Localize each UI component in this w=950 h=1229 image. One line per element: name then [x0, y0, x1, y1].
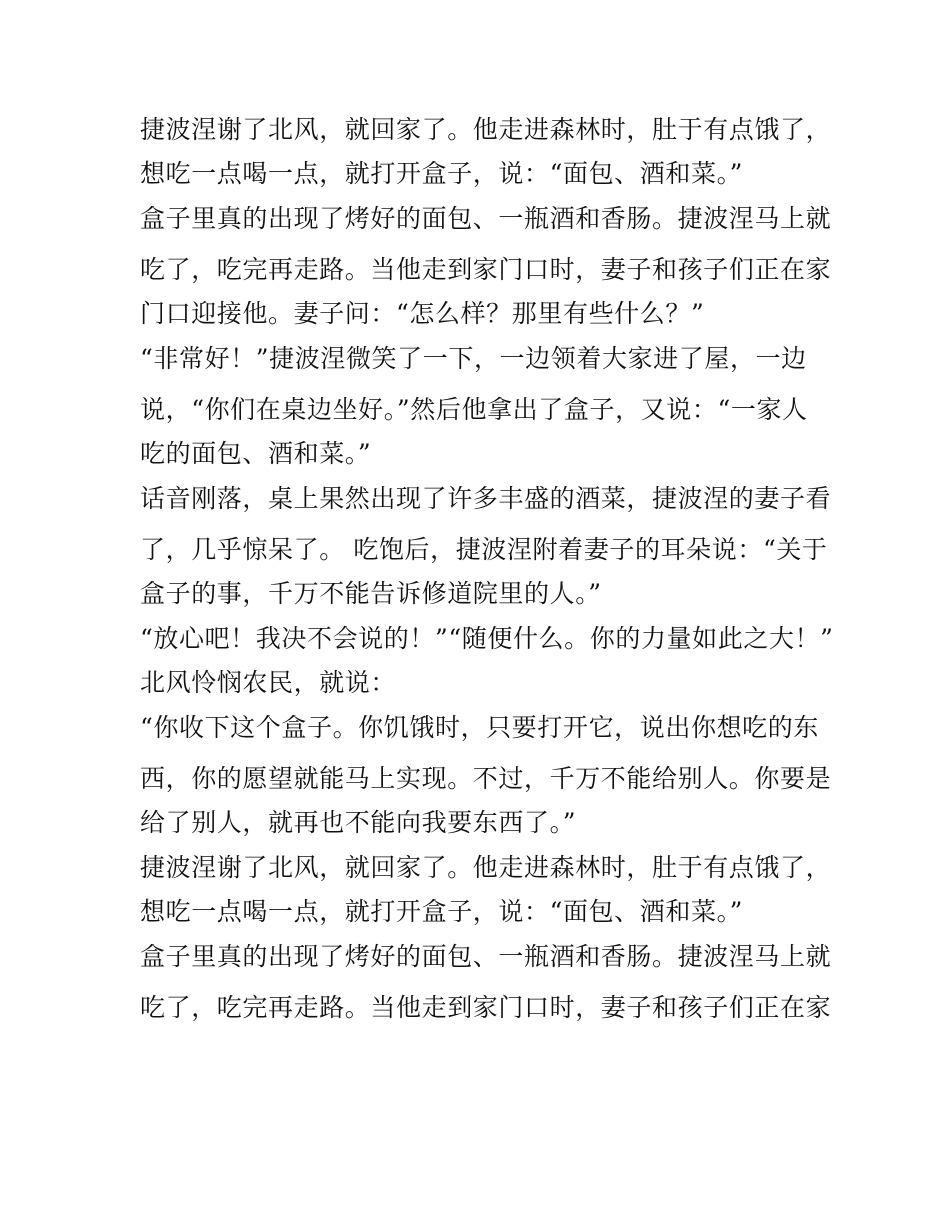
text-line: 捷波涅谢了北风，就回家了。他走进森林时，肚于有点饿了， [140, 853, 832, 882]
text-line: 西，你的愿望就能马上实现。不过，千万不能给别人。你要是 [140, 764, 832, 793]
text-line: 捷波涅谢了北风，就回家了。他走进森林时，肚于有点饿了， [140, 115, 832, 144]
text-line: 北风怜悯农民，就说： [140, 668, 397, 697]
text-line: 说，“你们在桌边坐好。”然后他拿出了盒子，又说：“一家人 [140, 395, 808, 424]
text-line: “放心吧！我决不会说的！”“随便什么。你的力量如此之大！” [140, 624, 834, 653]
text-line: 吃的面包、酒和菜。” [140, 439, 372, 468]
document-body [140, 104, 834, 1033]
text-line: “非常好！”捷波涅微笑了一下，一边领着大家进了屋，一边 [140, 344, 807, 373]
text-line: “你收下这个盒子。你饥饿时，只要打开它，说出你想吃的东 [140, 713, 819, 742]
text-line: 想吃一点喝一点，就打开盒子，说：“面包、酒和菜。” [140, 897, 744, 926]
text-line: 盒子里真的出现了烤好的面包、一瓶酒和香肠。捷波涅马上就 [140, 204, 832, 233]
text-line: 想吃一点喝一点，就打开盒子，说：“面包、酒和菜。” [140, 159, 744, 188]
text-line: 盒子的事，千万不能告诉修道院里的人。” [140, 579, 602, 608]
text-line: 吃了，吃完再走路。当他走到家门口时，妻子和孩子们正在家 [140, 993, 832, 1022]
text-line: 门口迎接他。妻子问：“怎么样？那里有些什么？” [140, 299, 705, 328]
text-line: 话音刚落，桌上果然出现了许多丰盛的酒菜，捷波涅的妻子看 [140, 484, 832, 513]
text-line: 盒子里真的出现了烤好的面包、一瓶酒和香肠。捷波涅马上就 [140, 942, 832, 971]
text-line: 吃了，吃完再走路。当他走到家门口时，妻子和孩子们正在家 [140, 255, 832, 284]
text-line: 了，几乎惊呆了。 吃饱后，捷波涅附着妻子的耳朵说：“关于 [140, 535, 828, 564]
text-line: 给了别人，就再也不能向我要东西了。” [140, 808, 577, 837]
